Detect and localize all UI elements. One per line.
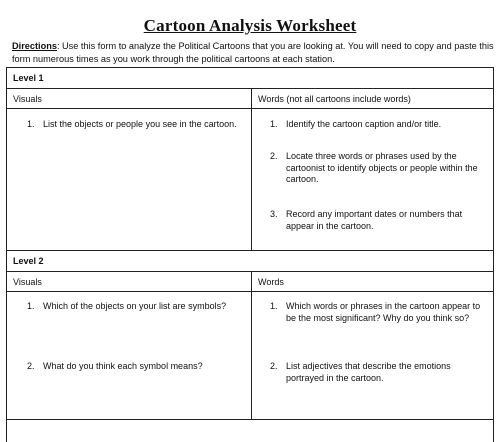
question-text: What do you think each symbol means? [43,361,203,371]
question-number: 2. [270,151,278,161]
level-2-column-headers [7,272,493,292]
level-2-visuals-label: Visuals [13,277,42,287]
question-number: 2. [270,361,278,371]
question-text: List the objects or people you see in the cartoon. [43,119,237,129]
level-1-words-header [252,89,493,108]
question-text: Record any important dates or numbers that appear in the cartoon. [286,209,463,231]
level-1-words-question-2 [270,151,485,186]
question-number: 1. [27,119,35,129]
level-1-words-cell [252,109,493,250]
level-1-visual-question-1 [27,119,247,131]
level-2-header [7,251,493,272]
level-1-column-headers [7,89,493,109]
level-2-label: Level 2 [13,256,44,266]
level-1-visuals-cell [7,109,252,250]
level-1-visuals-label: Visuals [13,94,42,104]
question-text: Identify the cartoon caption and/or title. [286,119,442,129]
worksheet-table [6,67,494,442]
question-text: Which of the objects on your list are symbols? [43,301,227,311]
question-number: 2. [27,361,35,371]
level-1-words-question-1 [270,119,485,131]
level-2-visuals-header [7,272,252,291]
level-2-words-question-2 [270,361,485,384]
directions [12,40,494,65]
level-2-words-header [252,272,493,291]
directions-label: Directions [12,41,57,51]
question-number: 1. [270,119,278,129]
level-2-body [7,292,493,420]
level-1-label: Level 1 [13,73,44,83]
question-number: 3. [270,209,278,219]
question-text: Which words or phrases in the cartoon appear to be the most significant? Why do you think so? [286,301,481,323]
worksheet-title: Cartoon Analysis Worksheet [143,16,357,35]
level-2-words-cell [252,292,493,419]
level-1-body [7,109,493,251]
directions-text: : Use this form to analyze the Political Cartoons that you are looking at. You will need to copy and paste this form numerous times as you work through the political cartoons at each station. [12,41,494,64]
question-number: 1. [27,301,35,311]
level-2-visual-question-1 [27,301,247,313]
question-text: Locate three words or phrases used by the cartoonist to identify objects or people within the cartoon. [286,151,478,184]
question-text: List adjectives that describe the emotions portrayed in the cartoon. [286,361,451,383]
level-1-visuals-header [7,89,252,108]
level-1-words-label: Words (not all cartoons include words) [258,94,411,104]
level-2-words-label: Words [258,277,284,287]
level-2-visuals-cell [7,292,252,419]
level-1-header [7,68,493,89]
level-1-words-question-3 [270,209,485,232]
question-number: 1. [270,301,278,311]
level-2-words-question-1 [270,301,485,324]
level-2-visual-question-2 [27,361,247,373]
